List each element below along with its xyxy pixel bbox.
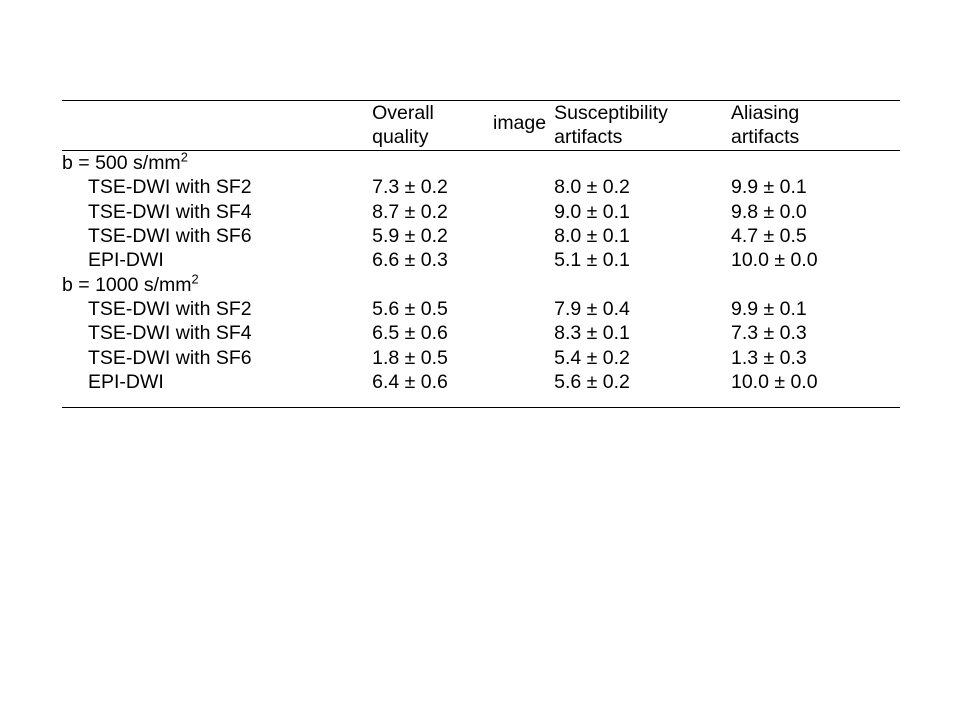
table-row xyxy=(62,370,900,394)
row-label: TSE-DWI with SF2 xyxy=(88,298,252,320)
header-overall-quality-line1: Overall xyxy=(372,102,434,124)
group-empty-cell xyxy=(554,273,731,297)
cell-susceptibility-artifacts: 9.0 ± 0.1 xyxy=(554,200,630,223)
header-overall-quality-line2: quality xyxy=(372,126,429,149)
header-aliasing-line1: Aliasing xyxy=(730,102,800,124)
cell-susceptibility-artifacts: 5.1 ± 0.1 xyxy=(554,249,630,272)
cell-aliasing-artifacts: 4.7 ± 0.5 xyxy=(730,224,807,247)
rule-cell xyxy=(731,407,900,408)
results-table xyxy=(62,100,900,408)
cell-susceptibility-artifacts: 7.9 ± 0.4 xyxy=(554,298,630,320)
row-label: TSE-DWI with SF4 xyxy=(88,200,252,223)
header-row-label xyxy=(62,101,372,150)
header-image-word: image xyxy=(492,112,547,134)
table-row xyxy=(62,297,900,321)
cell-susceptibility-artifacts: 8.0 ± 0.1 xyxy=(554,224,630,247)
cell-overall-quality: 5.6 ± 0.5 xyxy=(372,298,448,320)
table-row xyxy=(62,200,900,224)
rule-cell xyxy=(62,407,372,408)
group-empty-cell xyxy=(731,273,900,297)
header-aliasing-line2: artifacts xyxy=(730,126,800,149)
header-aliasing-artifacts xyxy=(731,101,900,150)
table-spacer xyxy=(62,395,900,408)
table-row xyxy=(62,224,900,248)
rule-cell xyxy=(372,407,554,408)
results-table-container xyxy=(62,100,900,408)
table-row xyxy=(62,321,900,345)
cell-aliasing-artifacts: 7.3 ± 0.3 xyxy=(730,322,807,345)
cell-susceptibility-artifacts: 8.3 ± 0.1 xyxy=(554,322,630,345)
header-susceptibility-line2: artifacts xyxy=(554,126,623,149)
cell-overall-quality: 7.3 ± 0.2 xyxy=(372,176,448,199)
row-label: EPI-DWI xyxy=(88,249,164,272)
cell-susceptibility-artifacts: 5.6 ± 0.2 xyxy=(554,371,630,394)
cell-aliasing-artifacts: 10.0 ± 0.0 xyxy=(730,249,818,272)
header-susceptibility-line1: Susceptibility xyxy=(554,102,668,124)
spacer-cell xyxy=(554,395,731,408)
cell-overall-quality: 6.6 ± 0.3 xyxy=(372,249,448,272)
group-empty-cell xyxy=(554,151,731,175)
row-label: TSE-DWI with SF6 xyxy=(88,346,252,369)
rule-cell xyxy=(554,407,731,408)
group-empty-cell xyxy=(731,151,900,175)
cell-aliasing-artifacts: 9.9 ± 0.1 xyxy=(730,176,807,199)
cell-overall-quality: 8.7 ± 0.2 xyxy=(372,200,448,223)
group-empty-cell xyxy=(372,273,554,297)
header-susceptibility-artifacts xyxy=(554,101,731,150)
cell-susceptibility-artifacts: 8.0 ± 0.2 xyxy=(554,176,630,199)
row-label: TSE-DWI with SF6 xyxy=(88,224,252,247)
spacer-cell xyxy=(62,395,372,408)
table-row xyxy=(62,248,900,272)
table-group-header xyxy=(62,151,900,175)
group-label-text: b = 500 s/mm xyxy=(62,151,181,174)
cell-overall-quality: 6.5 ± 0.6 xyxy=(372,322,448,345)
cell-aliasing-artifacts: 10.0 ± 0.0 xyxy=(730,371,818,394)
group-label-b500 xyxy=(62,151,372,175)
group-label-text: b = 1000 s/mm xyxy=(62,273,192,296)
group-label-superscript: 2 xyxy=(191,271,199,287)
cell-aliasing-artifacts: 1.3 ± 0.3 xyxy=(730,346,807,369)
cell-overall-quality: 1.8 ± 0.5 xyxy=(372,346,448,369)
row-label: EPI-DWI xyxy=(88,371,164,394)
cell-overall-quality: 6.4 ± 0.6 xyxy=(372,371,448,394)
table-bottom-rule xyxy=(62,407,900,408)
cell-aliasing-artifacts: 9.8 ± 0.0 xyxy=(730,200,807,223)
group-empty-cell xyxy=(372,151,554,175)
table-row xyxy=(62,175,900,199)
row-label: TSE-DWI with SF2 xyxy=(88,176,252,199)
row-label: TSE-DWI with SF4 xyxy=(88,322,252,345)
table-group-header xyxy=(62,273,900,297)
group-label-superscript: 2 xyxy=(180,149,188,165)
spacer-cell xyxy=(372,395,554,408)
cell-susceptibility-artifacts: 5.4 ± 0.2 xyxy=(554,346,630,369)
table-header-row xyxy=(62,101,900,150)
header-overall-quality xyxy=(372,101,554,150)
cell-overall-quality: 5.9 ± 0.2 xyxy=(372,224,448,247)
cell-aliasing-artifacts: 9.9 ± 0.1 xyxy=(730,298,807,320)
spacer-cell xyxy=(731,395,900,408)
table-row xyxy=(62,346,900,370)
group-label-b1000 xyxy=(62,273,372,297)
